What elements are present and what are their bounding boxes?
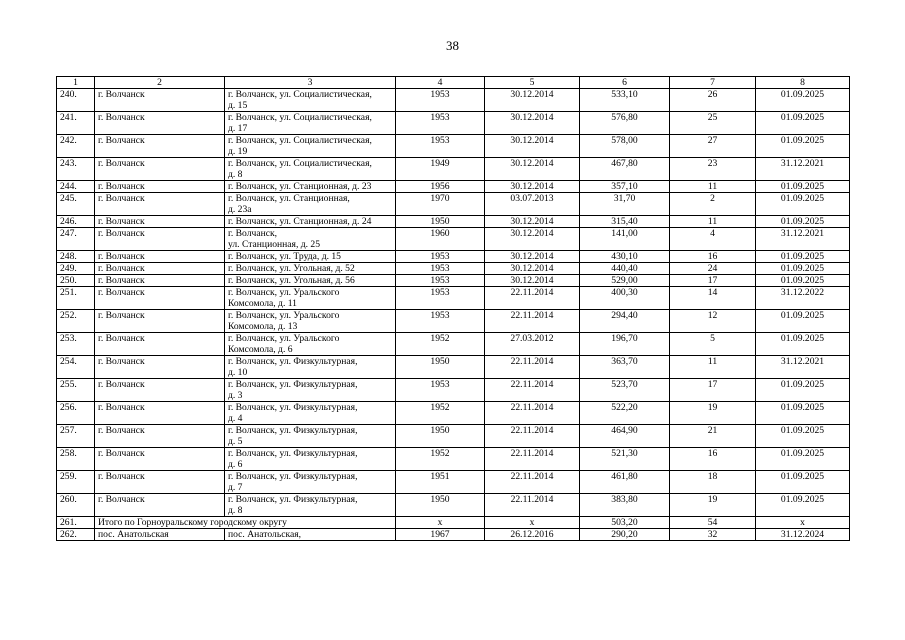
- total-row: [57, 517, 850, 529]
- residents-cell: 25: [670, 112, 756, 135]
- row-number-cell: 255.: [57, 379, 95, 402]
- address-line: г. Волчанск, ул. Социалистическая,: [228, 89, 372, 100]
- address-cell: [225, 448, 396, 471]
- deadline-cell: 31.12.2021: [756, 158, 850, 181]
- row-number-cell: 259.: [57, 471, 95, 494]
- year-cell: х: [396, 517, 485, 529]
- row-number-cell: 257.: [57, 425, 95, 448]
- column-header: 2: [95, 77, 225, 89]
- row-number-cell: 261.: [57, 517, 95, 529]
- deadline-cell: 31.12.2022: [756, 287, 850, 310]
- deadline-cell: 01.09.2025: [756, 379, 850, 402]
- deadline-cell: 01.09.2025: [756, 251, 850, 263]
- row-number-cell: 252.: [57, 310, 95, 333]
- row-number-cell: 241.: [57, 112, 95, 135]
- address-line: д. 7: [228, 482, 243, 493]
- locality-cell: г. Волчанск: [95, 379, 225, 402]
- residents-cell: 32: [670, 529, 756, 541]
- locality-cell: г. Волчанск: [95, 216, 225, 228]
- address-cell: [225, 529, 396, 541]
- address-line: г. Волчанск,: [228, 228, 278, 239]
- area-cell: 315,40: [580, 216, 670, 228]
- area-cell: 141,00: [580, 228, 670, 251]
- address-line: г. Волчанск, ул. Уральского: [228, 333, 340, 344]
- deadline-cell: 01.09.2025: [756, 112, 850, 135]
- date-cell: 22.11.2014: [485, 494, 580, 517]
- column-number-row: [57, 77, 850, 89]
- date-cell: 22.11.2014: [485, 287, 580, 310]
- address-cell: [225, 89, 396, 112]
- year-cell: 1967: [396, 529, 485, 541]
- address-line: ул. Станционная, д. 25: [228, 239, 321, 250]
- deadline-cell: 01.09.2025: [756, 216, 850, 228]
- row-number-cell: 246.: [57, 216, 95, 228]
- date-cell: 27.03.2012: [485, 333, 580, 356]
- row-number-cell: 250.: [57, 275, 95, 287]
- residents-cell: 54: [670, 517, 756, 529]
- address-line: г. Волчанск, ул. Физкультурная,: [228, 356, 358, 367]
- residents-cell: 16: [670, 448, 756, 471]
- area-cell: 467,80: [580, 158, 670, 181]
- residents-cell: 16: [670, 251, 756, 263]
- address-cell: [225, 158, 396, 181]
- locality-cell: г. Волчанск: [95, 193, 225, 216]
- address-cell: [225, 356, 396, 379]
- column-header: 6: [580, 77, 670, 89]
- area-cell: 31,70: [580, 193, 670, 216]
- date-cell: 22.11.2014: [485, 402, 580, 425]
- address-cell: [225, 402, 396, 425]
- residents-cell: 27: [670, 135, 756, 158]
- table-row: [57, 379, 850, 402]
- date-cell: 30.12.2014: [485, 251, 580, 263]
- address-line: Комсомола, д. 13: [228, 321, 298, 332]
- deadline-cell: 31.12.2024: [756, 529, 850, 541]
- table-row: [57, 529, 850, 541]
- housing-registry-table: [56, 76, 850, 541]
- address-cell: [225, 216, 396, 228]
- address-line: д. 19: [228, 146, 248, 157]
- residents-cell: 11: [670, 181, 756, 193]
- row-number-cell: 262.: [57, 529, 95, 541]
- table-row: [57, 112, 850, 135]
- area-cell: 294,40: [580, 310, 670, 333]
- locality-cell: г. Волчанск: [95, 448, 225, 471]
- date-cell: 30.12.2014: [485, 181, 580, 193]
- year-cell: 1952: [396, 333, 485, 356]
- address-cell: [225, 379, 396, 402]
- area-cell: 521,30: [580, 448, 670, 471]
- deadline-cell: 01.09.2025: [756, 471, 850, 494]
- date-cell: 22.11.2014: [485, 356, 580, 379]
- deadline-cell: 01.09.2025: [756, 425, 850, 448]
- address-cell: [225, 251, 396, 263]
- date-cell: 03.07.2013: [485, 193, 580, 216]
- address-line: г. Волчанск, ул. Физкультурная,: [228, 379, 358, 390]
- residents-cell: 21: [670, 425, 756, 448]
- address-line: г. Волчанск, ул. Физкультурная,: [228, 448, 358, 459]
- residents-cell: 18: [670, 471, 756, 494]
- column-header: 4: [396, 77, 485, 89]
- column-header: 7: [670, 77, 756, 89]
- residents-cell: 2: [670, 193, 756, 216]
- address-cell: [225, 425, 396, 448]
- deadline-cell: 01.09.2025: [756, 310, 850, 333]
- row-number-cell: 247.: [57, 228, 95, 251]
- date-cell: 22.11.2014: [485, 448, 580, 471]
- residents-cell: 17: [670, 275, 756, 287]
- address-line: д. 3: [228, 390, 243, 401]
- locality-cell: г. Волчанск: [95, 402, 225, 425]
- deadline-cell: 01.09.2025: [756, 275, 850, 287]
- address-cell: [225, 310, 396, 333]
- table-row: [57, 228, 850, 251]
- date-cell: 22.11.2014: [485, 379, 580, 402]
- row-number-cell: 251.: [57, 287, 95, 310]
- residents-cell: 19: [670, 494, 756, 517]
- residents-cell: 26: [670, 89, 756, 112]
- date-cell: 30.12.2014: [485, 112, 580, 135]
- address-line: г. Волчанск, ул. Станционная, д. 24: [228, 216, 372, 227]
- area-cell: 461,80: [580, 471, 670, 494]
- year-cell: 1960: [396, 228, 485, 251]
- area-cell: 522,20: [580, 402, 670, 425]
- table-row: [57, 135, 850, 158]
- address-line: д. 6: [228, 459, 243, 470]
- area-cell: 290,20: [580, 529, 670, 541]
- year-cell: 1953: [396, 89, 485, 112]
- area-cell: 523,70: [580, 379, 670, 402]
- column-header: 5: [485, 77, 580, 89]
- address-line: д. 10: [228, 367, 248, 378]
- deadline-cell: 31.12.2021: [756, 228, 850, 251]
- year-cell: 1952: [396, 448, 485, 471]
- row-number-cell: 242.: [57, 135, 95, 158]
- table-row: [57, 193, 850, 216]
- column-header: 8: [756, 77, 850, 89]
- locality-cell: г. Волчанск: [95, 494, 225, 517]
- table-row: [57, 216, 850, 228]
- locality-cell: г. Волчанск: [95, 135, 225, 158]
- locality-cell: г. Волчанск: [95, 181, 225, 193]
- column-header: 1: [57, 77, 95, 89]
- address-line: Комсомола, д. 11: [228, 298, 297, 309]
- residents-cell: 14: [670, 287, 756, 310]
- address-line: д. 8: [228, 505, 243, 516]
- address-cell: [225, 275, 396, 287]
- year-cell: 1953: [396, 135, 485, 158]
- address-line: г. Волчанск, ул. Социалистическая,: [228, 112, 372, 123]
- area-cell: 383,80: [580, 494, 670, 517]
- year-cell: 1953: [396, 379, 485, 402]
- locality-cell: г. Волчанск: [95, 356, 225, 379]
- address-line: г. Волчанск, ул. Уральского: [228, 287, 340, 298]
- address-line: г. Волчанск, ул. Физкультурная,: [228, 471, 358, 482]
- table-row: [57, 263, 850, 275]
- address-line: г. Волчанск, ул. Социалистическая,: [228, 135, 372, 146]
- address-cell: [225, 112, 396, 135]
- address-cell: [225, 181, 396, 193]
- locality-cell: г. Волчанск: [95, 310, 225, 333]
- table-row: [57, 181, 850, 193]
- date-cell: 30.12.2014: [485, 263, 580, 275]
- residents-cell: 17: [670, 379, 756, 402]
- area-cell: 464,90: [580, 425, 670, 448]
- residents-cell: 11: [670, 356, 756, 379]
- address-line: д. 17: [228, 123, 248, 134]
- year-cell: 1951: [396, 471, 485, 494]
- year-cell: 1953: [396, 310, 485, 333]
- address-cell: [225, 135, 396, 158]
- address-cell: [225, 471, 396, 494]
- date-cell: 22.11.2014: [485, 425, 580, 448]
- row-number-cell: 258.: [57, 448, 95, 471]
- locality-cell: г. Волчанск: [95, 228, 225, 251]
- table-row: [57, 402, 850, 425]
- table-row: [57, 158, 850, 181]
- year-cell: 1956: [396, 181, 485, 193]
- deadline-cell: 01.09.2025: [756, 494, 850, 517]
- address-line: г. Волчанск, ул. Угольная, д. 56: [228, 275, 355, 286]
- date-cell: 30.12.2014: [485, 228, 580, 251]
- area-cell: 430,10: [580, 251, 670, 263]
- locality-cell: г. Волчанск: [95, 89, 225, 112]
- deadline-cell: х: [756, 517, 850, 529]
- locality-cell: г. Волчанск: [95, 158, 225, 181]
- year-cell: 1953: [396, 251, 485, 263]
- locality-cell: г. Волчанск: [95, 251, 225, 263]
- year-cell: 1970: [396, 193, 485, 216]
- year-cell: 1950: [396, 216, 485, 228]
- row-number-cell: 248.: [57, 251, 95, 263]
- date-cell: 22.11.2014: [485, 310, 580, 333]
- table-row: [57, 89, 850, 112]
- deadline-cell: 01.09.2025: [756, 448, 850, 471]
- deadline-cell: 01.09.2025: [756, 135, 850, 158]
- area-cell: 357,10: [580, 181, 670, 193]
- table-row: [57, 356, 850, 379]
- year-cell: 1953: [396, 287, 485, 310]
- area-cell: 529,00: [580, 275, 670, 287]
- row-number-cell: 240.: [57, 89, 95, 112]
- address-line: пос. Анатольская,: [228, 529, 302, 540]
- date-cell: 22.11.2014: [485, 471, 580, 494]
- date-cell: 30.12.2014: [485, 135, 580, 158]
- area-cell: 578,00: [580, 135, 670, 158]
- date-cell: 26.12.2016: [485, 529, 580, 541]
- address-line: г. Волчанск, ул. Станционная, д. 23: [228, 181, 372, 192]
- total-label-cell: Итого по Горноуральскому городскому округу: [95, 517, 396, 529]
- locality-cell: г. Волчанск: [95, 112, 225, 135]
- address-line: Комсомола, д. 6: [228, 344, 293, 355]
- address-line: д. 15: [228, 100, 248, 111]
- table-row: [57, 448, 850, 471]
- deadline-cell: 01.09.2025: [756, 333, 850, 356]
- row-number-cell: 245.: [57, 193, 95, 216]
- year-cell: 1950: [396, 356, 485, 379]
- address-cell: [225, 287, 396, 310]
- address-line: г. Волчанск, ул. Физкультурная,: [228, 425, 358, 436]
- address-cell: [225, 333, 396, 356]
- address-line: д. 4: [228, 413, 243, 424]
- residents-cell: 11: [670, 216, 756, 228]
- locality-cell: г. Волчанск: [95, 263, 225, 275]
- table-row: [57, 494, 850, 517]
- address-line: г. Волчанск, ул. Социалистическая,: [228, 158, 372, 169]
- residents-cell: 5: [670, 333, 756, 356]
- year-cell: 1952: [396, 402, 485, 425]
- table-body: [57, 89, 850, 541]
- deadline-cell: 01.09.2025: [756, 181, 850, 193]
- table-row: [57, 251, 850, 263]
- address-line: г. Волчанск, ул. Угольная, д. 52: [228, 263, 355, 274]
- row-number-cell: 244.: [57, 181, 95, 193]
- page-number: 38: [446, 38, 459, 53]
- locality-cell: г. Волчанск: [95, 333, 225, 356]
- table-row: [57, 287, 850, 310]
- column-header: 3: [225, 77, 396, 89]
- date-cell: 30.12.2014: [485, 275, 580, 287]
- date-cell: х: [485, 517, 580, 529]
- residents-cell: 4: [670, 228, 756, 251]
- table-row: [57, 333, 850, 356]
- area-cell: 400,30: [580, 287, 670, 310]
- address-cell: [225, 263, 396, 275]
- address-line: д. 5: [228, 436, 243, 447]
- locality-cell: пос. Анатольская: [95, 529, 225, 541]
- table-row: [57, 310, 850, 333]
- residents-cell: 19: [670, 402, 756, 425]
- deadline-cell: 01.09.2025: [756, 402, 850, 425]
- address-line: д. 8: [228, 169, 243, 180]
- table-row: [57, 471, 850, 494]
- residents-cell: 23: [670, 158, 756, 181]
- address-cell: [225, 228, 396, 251]
- year-cell: 1950: [396, 425, 485, 448]
- area-cell: 196,70: [580, 333, 670, 356]
- residents-cell: 12: [670, 310, 756, 333]
- row-number-cell: 256.: [57, 402, 95, 425]
- year-cell: 1953: [396, 112, 485, 135]
- address-cell: [225, 494, 396, 517]
- locality-cell: г. Волчанск: [95, 275, 225, 287]
- address-line: г. Волчанск, ул. Физкультурная,: [228, 494, 358, 505]
- area-cell: 440,40: [580, 263, 670, 275]
- address-line: г. Волчанск, ул. Уральского: [228, 310, 340, 321]
- date-cell: 30.12.2014: [485, 216, 580, 228]
- locality-cell: г. Волчанск: [95, 471, 225, 494]
- row-number-cell: 249.: [57, 263, 95, 275]
- table-row: [57, 275, 850, 287]
- residents-cell: 24: [670, 263, 756, 275]
- locality-cell: г. Волчанск: [95, 425, 225, 448]
- address-line: г. Волчанск, ул. Станционная,: [228, 193, 350, 204]
- year-cell: 1953: [396, 263, 485, 275]
- deadline-cell: 01.09.2025: [756, 193, 850, 216]
- address-line: г. Волчанск, ул. Труда, д. 15: [228, 251, 341, 262]
- address-cell: [225, 193, 396, 216]
- deadline-cell: 01.09.2025: [756, 89, 850, 112]
- date-cell: 30.12.2014: [485, 89, 580, 112]
- year-cell: 1949: [396, 158, 485, 181]
- area-cell: 533,10: [580, 89, 670, 112]
- row-number-cell: 253.: [57, 333, 95, 356]
- year-cell: 1953: [396, 275, 485, 287]
- locality-cell: г. Волчанск: [95, 287, 225, 310]
- area-cell: 363,70: [580, 356, 670, 379]
- table-row: [57, 425, 850, 448]
- area-cell: 576,80: [580, 112, 670, 135]
- date-cell: 30.12.2014: [485, 158, 580, 181]
- row-number-cell: 243.: [57, 158, 95, 181]
- address-line: г. Волчанск, ул. Физкультурная,: [228, 402, 358, 413]
- deadline-cell: 31.12.2021: [756, 356, 850, 379]
- area-cell: 503,20: [580, 517, 670, 529]
- row-number-cell: 254.: [57, 356, 95, 379]
- address-line: д. 23а: [228, 204, 252, 215]
- deadline-cell: 01.09.2025: [756, 263, 850, 275]
- year-cell: 1950: [396, 494, 485, 517]
- row-number-cell: 260.: [57, 494, 95, 517]
